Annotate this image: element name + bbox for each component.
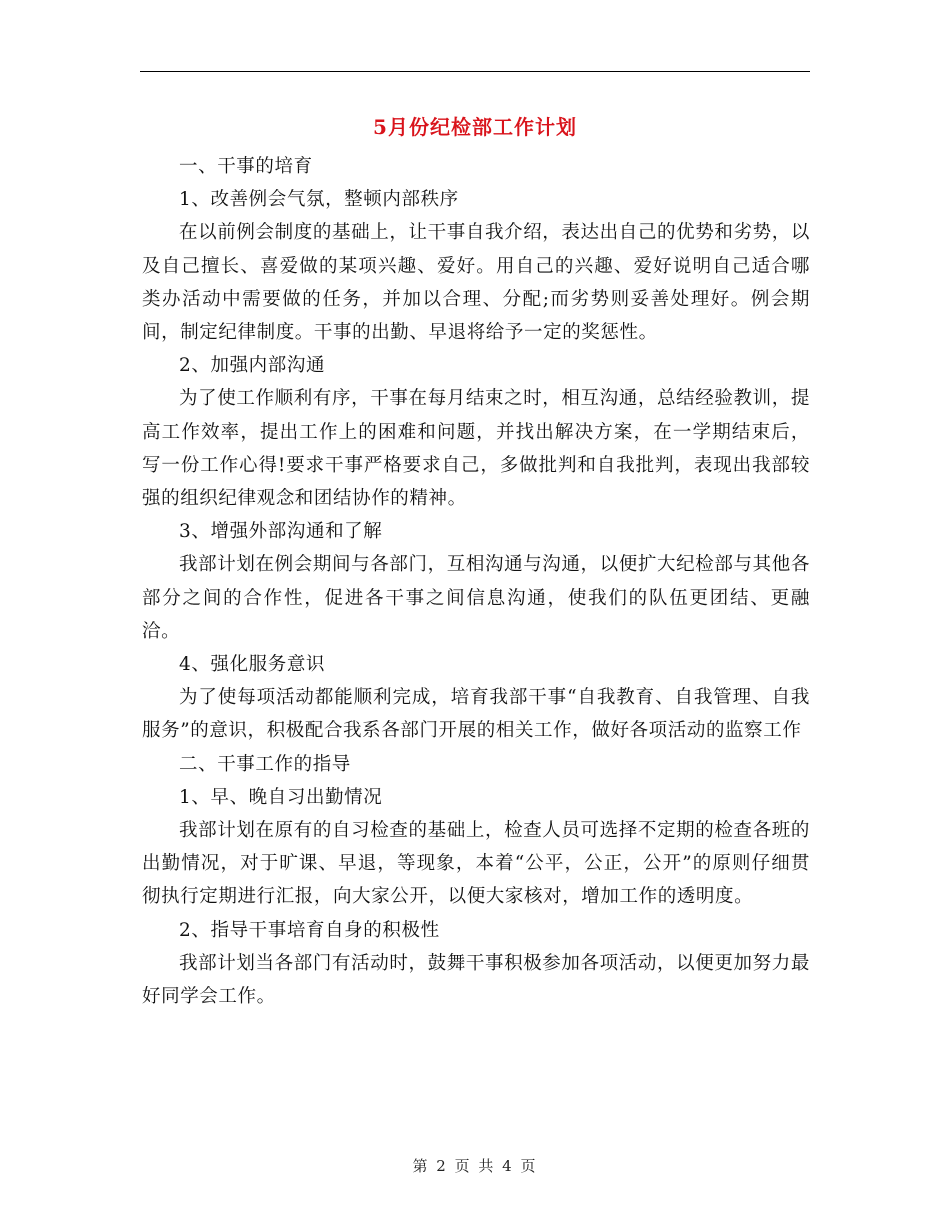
document-title: 5月份纪检部工作计划 xyxy=(373,115,577,139)
paragraph-1-4: 为了使每项活动都能顺利完成，培育我部干事“自我教育、自我管理、自我服务”的意识，积极配合我系各部门开展的相关工作，做好各项活动的监察工作 xyxy=(142,687,810,742)
paragraph-2-2: 我部计划当各部门有活动时，鼓舞干事积极参加各项活动，以便更加努力最好同学会工作。 xyxy=(142,952,810,1008)
subsection-heading-2-1: 1、早、晚自习出勤情况 xyxy=(179,786,383,808)
paragraph-2-1: 我部计划在原有的自习检查的基础上，检查人员可选择不定期的检查各班的出勤情况，对于旷课、早退，等现象，本着“公平，公正，公开”的原则仔细贯彻执行定期进行汇报，向大家公开，以便大家核对，增加工作的透明度。 xyxy=(142,820,810,908)
paragraph-1-2: 为了使工作顺利有序，干事在每月结束之时，相互沟通，总结经验教训，提高工作效率，提出工作上的困难和问题，并找出解决方案，在一学期结束后，写一份工作心得!要求干事严格要求自己，多做批判和自我批判，表现出我部较强的组织纪律观念和团结协作的精神。 xyxy=(142,388,810,510)
page-footer xyxy=(140,1156,810,1176)
paragraph-1-3: 我部计划在例会期间与各部门，互相沟通与沟通，以便扩大纪检部与其他各部分之间的合作性，促进各干事之间信息沟通，使我们的队伍更团结、更融洽。 xyxy=(142,554,810,642)
section-heading-1: 一、干事的培育 xyxy=(179,156,313,177)
paragraph-1-1: 在以前例会制度的基础上，让干事自我介绍，表达出自己的优势和劣势，以及自己擅长、喜爱做的某项兴趣、爱好。用自己的兴趣、爱好说明自己适合哪类办活动中需要做的任务，并加以合理、分配;而劣势则妥善处理好。例会期间，制定纪律制度。干事的出勤、早退将给予一定的奖惩性。 xyxy=(142,222,810,344)
subsection-heading-1-2: 2、加强内部沟通 xyxy=(179,355,326,377)
subsection-heading-1-4: 4、强化服务意识 xyxy=(179,654,326,676)
page-number-label: 第 2 页 共 4 页 xyxy=(412,1157,538,1175)
header-rule xyxy=(140,71,810,72)
subsection-heading-1-1: 1、改善例会气氛，整顿内部秩序 xyxy=(179,189,459,211)
section-heading-2: 二、干事工作的指导 xyxy=(179,753,351,775)
subsection-heading-2-2: 2、指导干事培育自身的积极性 xyxy=(179,919,440,941)
document-body xyxy=(142,150,810,1013)
subsection-heading-1-3: 3、增强外部沟通和了解 xyxy=(179,521,383,543)
